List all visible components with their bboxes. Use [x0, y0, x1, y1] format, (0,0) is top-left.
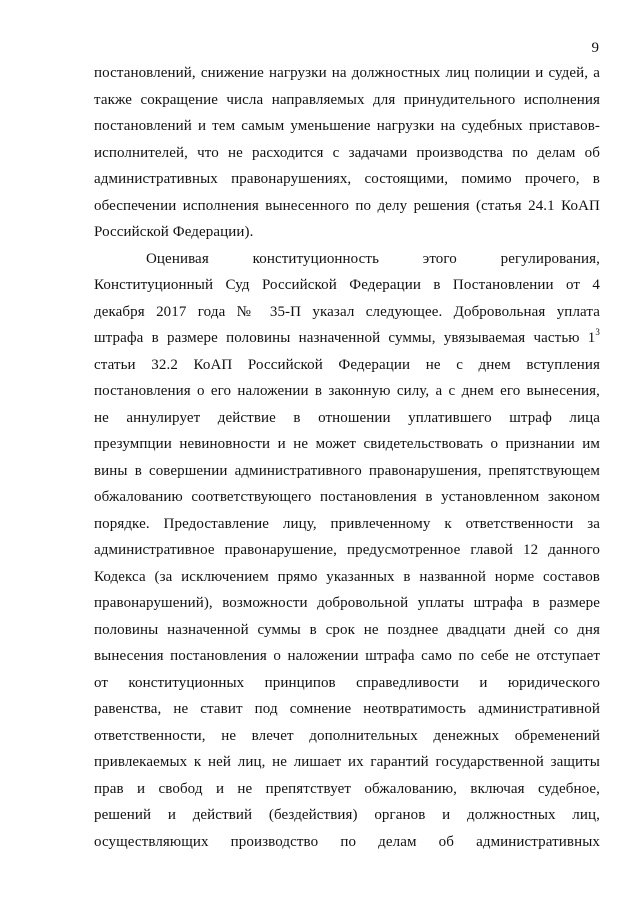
text-line-content: также сокращение числа направляемых для принудительного исполнения — [94, 91, 600, 108]
text-line — [94, 617, 600, 644]
text-line-content: прав и свобод и не препятствует обжалованию, включая судебное, — [94, 780, 600, 797]
text-line-content: решений и действий (бездействия) органов и должностных лиц, — [94, 807, 600, 823]
text-line — [94, 405, 600, 432]
text-line-content: презумпции невиновности и не может свидетельствовать о признании им — [94, 436, 600, 452]
text-line — [94, 511, 600, 538]
text-line — [94, 458, 600, 485]
text-line — [94, 484, 600, 511]
text-line-content: Кодекса (за исключением прямо указанных в названной норме составов — [94, 568, 600, 585]
text-line-content: обжалованию соответствующего постановления в установленном законом — [94, 489, 600, 505]
text-line — [94, 299, 600, 326]
text-line-content: административное правонарушение, предусмотренное главой 12 данного — [94, 542, 600, 558]
text-line — [94, 749, 600, 776]
text-line-content: постановлений и тем самым уменьшение нагрузки на судебных приставов- — [94, 118, 600, 134]
text-line — [94, 431, 600, 458]
text-line-content: вины в совершении административного правонарушения, препятствующем — [94, 462, 600, 479]
text-line — [94, 325, 600, 352]
text-line — [94, 696, 600, 723]
text-line-content: статьи 32.2 КоАП Российской Федерации не с днем вступления — [94, 356, 600, 373]
text-line — [94, 246, 600, 273]
text-line-content: исполнителей, что не расходится с задачами производства по делам об — [94, 144, 600, 161]
text-line-content: административных правонарушениях, состоящими, помимо прочего, в — [94, 171, 600, 187]
text-line — [94, 87, 600, 114]
text-line-content: вынесения постановления о наложении штрафа само по себе не отступает — [94, 648, 600, 664]
text-line — [94, 113, 600, 140]
text-line — [94, 537, 600, 564]
text-line-content: постановления о его наложении в законную силу, а с днем его вынесения, — [94, 383, 600, 399]
text-line-content: от конституционных принципов справедливости и юридического — [94, 674, 600, 691]
text-line — [94, 670, 600, 697]
page-number: 9 — [591, 40, 599, 56]
text-line — [94, 564, 600, 591]
text-line — [94, 60, 600, 87]
body-text — [94, 60, 600, 855]
text-line-content: декабря 2017 года № 35-П указал следующее. Добровольная уплата — [94, 303, 600, 320]
text-line-content: привлекаемых к ней лиц, не лишает их гарантий государственной защиты — [94, 754, 600, 770]
text-line-content: постановлений, снижение нагрузки на должностных лиц полиции и судей, а — [94, 65, 600, 81]
text-line-content: Конституционный Суд Российской Федерации в Постановлении от 4 — [94, 277, 600, 293]
text-line-content: Оценивая конституционность этого регулирования, — [146, 250, 600, 267]
text-line — [94, 272, 600, 299]
text-line-content: половины назначенной суммы в срок не позднее двадцати дней со дня — [94, 621, 600, 638]
text-line — [94, 140, 600, 167]
text-line-content: ответственности, не влечет дополнительных денежных обременений — [94, 727, 600, 744]
text-line — [94, 643, 600, 670]
text-line-content: Российской Федерации). — [94, 224, 254, 240]
superscript: 3 — [595, 327, 600, 337]
text-line-content: порядке. Предоставление лицу, привлеченному к ответственности за — [94, 515, 600, 532]
text-line-content: штрафа в размере половины назначенной суммы, увязываемая частью 1 — [94, 330, 596, 346]
text-line-content: правонарушений), возможности добровольной уплаты штрафа в размере — [94, 595, 600, 611]
text-line — [94, 829, 600, 856]
text-line-content: обеспечении исполнения вынесенного по делу решения (статья 24.1 КоАП — [94, 197, 600, 214]
text-line — [94, 802, 600, 829]
text-line-content: осуществляющих производство по делам об административных — [94, 833, 600, 850]
text-line — [94, 352, 600, 379]
text-line — [94, 193, 600, 220]
text-line-content: равенства, не ставит под сомнение неотвратимость административной — [94, 701, 600, 717]
text-line-content: не аннулирует действие в отношении уплатившего штраф лица — [94, 409, 600, 426]
text-line — [94, 776, 600, 803]
text-line — [94, 219, 600, 246]
text-line — [94, 723, 600, 750]
text-line — [94, 378, 600, 405]
text-line — [94, 590, 600, 617]
text-line — [94, 166, 600, 193]
